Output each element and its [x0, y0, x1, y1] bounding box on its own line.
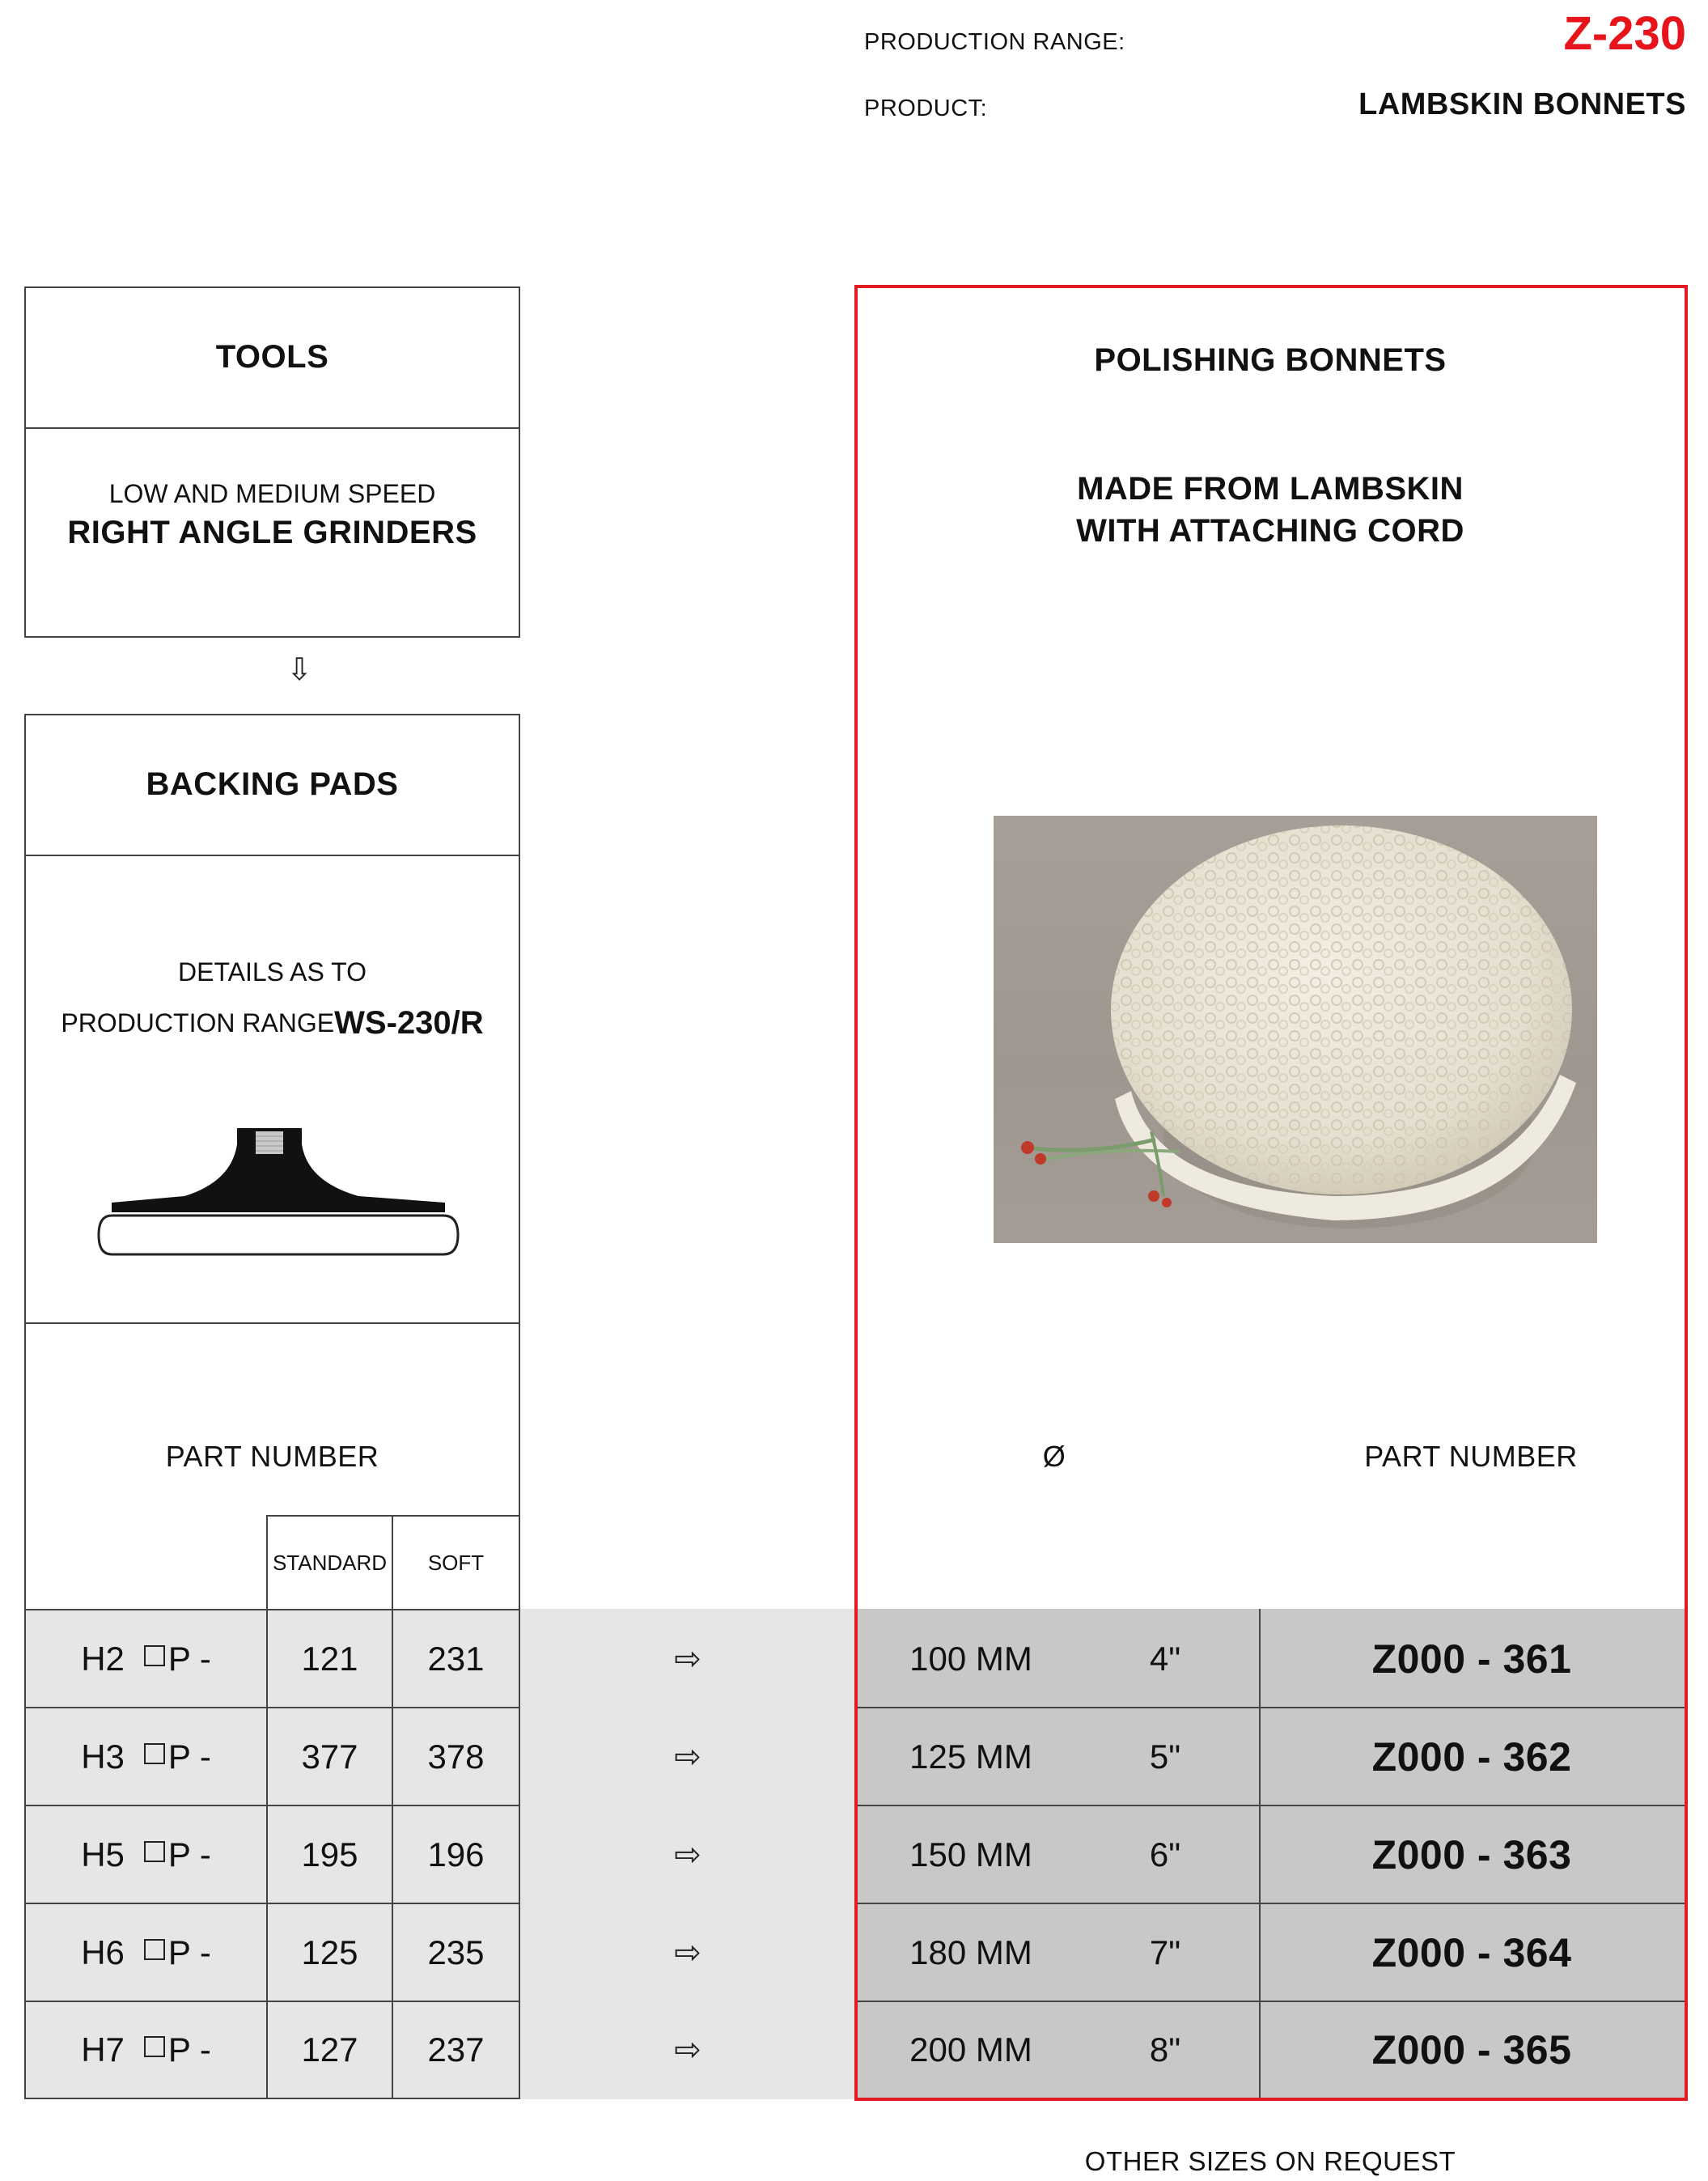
- soft-value: 231: [427, 1639, 485, 1678]
- pad-code: H2: [81, 1639, 125, 1678]
- right-arrow-icon: ⇨: [674, 1640, 701, 1677]
- grid-line: [24, 2098, 520, 2099]
- size-inch: 4": [1149, 1639, 1181, 1678]
- product-label: PRODUCT:: [864, 95, 988, 121]
- tools-title: TOOLS: [215, 338, 329, 375]
- tools-line1: LOW AND MEDIUM SPEED: [108, 478, 436, 508]
- right-sub-line1: MADE FROM LAMBSKIN: [1077, 471, 1464, 507]
- col-standard-header: STANDARD: [272, 1550, 388, 1575]
- standard-value: 195: [301, 1835, 358, 1873]
- right-arrow-icon: ⇨: [674, 1738, 701, 1775]
- size-mm: 200 MM: [909, 2030, 1032, 2069]
- pad-suffix: P -: [167, 2030, 211, 2069]
- checkbox-icon: [144, 1841, 165, 1862]
- bonnet-part-number: Z000 - 362: [1371, 1733, 1572, 1780]
- tools-divider: [24, 427, 520, 429]
- pad-code: H5: [81, 1835, 125, 1873]
- table-row-pad: [26, 1708, 266, 1805]
- right-arrow-icon: ⇨: [674, 1934, 701, 1971]
- right-arrow-icon: ⇨: [674, 2032, 701, 2068]
- pad-suffix: P -: [167, 1737, 211, 1776]
- soft-value: 235: [427, 1933, 485, 1971]
- right-title: POLISHING BONNETS: [1094, 342, 1447, 378]
- soft-value: 378: [427, 1737, 485, 1776]
- size-inch: 6": [1149, 1835, 1181, 1873]
- standard-value: 377: [301, 1737, 358, 1776]
- part-number-divider: [24, 1322, 520, 1324]
- right-part-number-label: PART NUMBER: [1364, 1440, 1578, 1473]
- bonnet-part-number: Z000 - 363: [1371, 1831, 1572, 1878]
- size-mm: 180 MM: [909, 1933, 1032, 1971]
- left-part-number-label: PART NUMBER: [165, 1440, 379, 1473]
- details-code: WS-230/R: [334, 1004, 484, 1041]
- bonnet-part-number: Z000 - 365: [1371, 2027, 1572, 2073]
- footer-note: OTHER SIZES ON REQUEST: [1084, 2146, 1456, 2176]
- tools-line2: RIGHT ANGLE GRINDERS: [67, 514, 477, 550]
- table-row-pad: [26, 1904, 266, 2001]
- standard-value: 127: [301, 2030, 358, 2069]
- standard-value: 125: [301, 1933, 358, 1971]
- down-arrow-icon: ⇩: [286, 652, 312, 687]
- checkbox-icon: [144, 1939, 165, 1960]
- details-line1: DETAILS AS TO: [178, 957, 367, 987]
- backing-divider: [24, 855, 520, 856]
- pad-code: H7: [81, 2030, 125, 2069]
- soft-value: 237: [427, 2030, 485, 2069]
- size-inch: 8": [1149, 2030, 1181, 2069]
- checkbox-icon: [144, 1743, 165, 1764]
- polishing-bonnets-frame: [854, 285, 1688, 2101]
- checkbox-icon: [144, 2036, 165, 2057]
- diameter-symbol: Ø: [1042, 1440, 1066, 1473]
- production-range-label: PRODUCTION RANGE:: [864, 29, 1125, 55]
- checkbox-icon: [144, 1645, 165, 1666]
- table-row-pad: [26, 2002, 266, 2098]
- pad-suffix: P -: [167, 1933, 211, 1971]
- product-name: LAMBSKIN BONNETS: [1358, 87, 1686, 121]
- backing-pad-icon: [95, 1125, 460, 1262]
- standard-value: 121: [301, 1639, 358, 1678]
- soft-value: 196: [427, 1835, 485, 1873]
- grid-line: [519, 1609, 520, 2099]
- details-line2-prefix: PRODUCTION RANGE: [61, 1008, 335, 1037]
- pad-suffix: P -: [167, 1639, 211, 1678]
- pad-code: H6: [81, 1933, 125, 1971]
- details-line2: [24, 1000, 520, 1046]
- size-mm: 100 MM: [909, 1639, 1032, 1678]
- backing-pads-title: BACKING PADS: [146, 766, 399, 802]
- size-mm: 150 MM: [909, 1835, 1032, 1873]
- pad-code: H3: [81, 1737, 125, 1776]
- size-inch: 5": [1149, 1737, 1181, 1776]
- right-arrow-icon: ⇨: [674, 1836, 701, 1873]
- production-range-code: Z-230: [1563, 7, 1686, 60]
- table-row-pad: [26, 1610, 266, 1707]
- size-inch: 7": [1149, 1933, 1181, 1971]
- right-sub-line2: WITH ATTACHING CORD: [1076, 513, 1464, 549]
- pad-suffix: P -: [167, 1835, 211, 1873]
- col-soft-header: SOFT: [427, 1550, 485, 1575]
- size-mm: 125 MM: [909, 1737, 1032, 1776]
- table-row-pad: [26, 1806, 266, 1903]
- bonnet-part-number: Z000 - 364: [1371, 1929, 1572, 1975]
- bonnet-part-number: Z000 - 361: [1371, 1636, 1572, 1682]
